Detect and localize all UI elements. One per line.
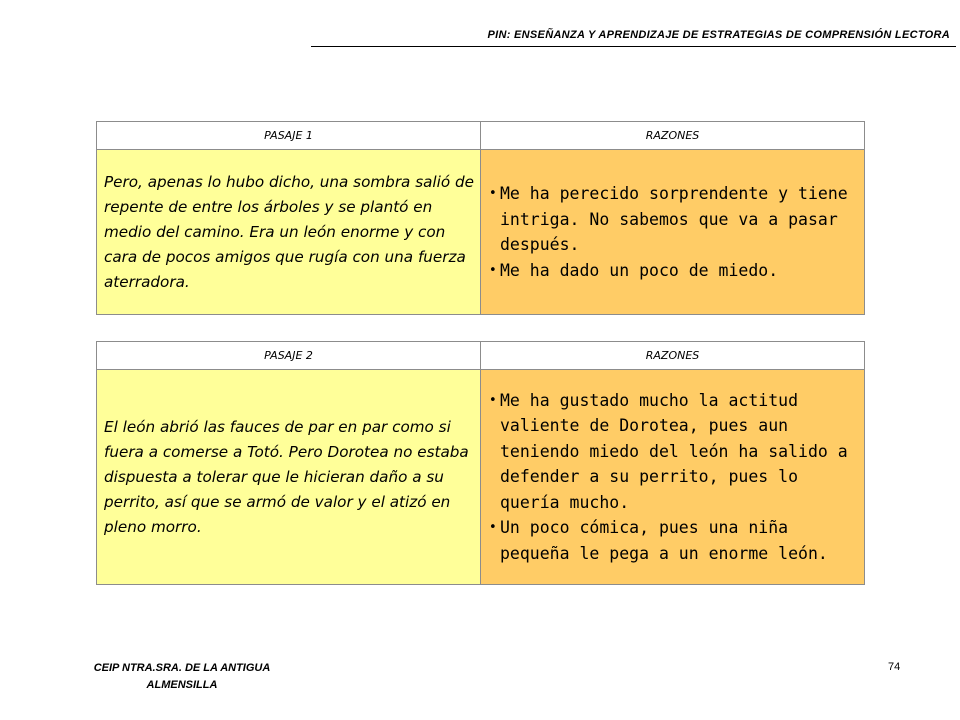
passage-column-header: PASAJE 2 (97, 342, 481, 370)
passage-table-1 (96, 121, 865, 315)
page-header-title: PIN: ENSEÑANZA Y APRENDIZAJE DE ESTRATEGIAS DE COMPRENSIÓN LECTORA (487, 29, 950, 41)
footer-school-name (62, 660, 302, 694)
footer-school-line: CEIP NTRA.SRA. DE LA ANTIGUA (93, 662, 271, 674)
table-header-row (97, 342, 865, 370)
reasons-cell (481, 370, 865, 585)
passage-column-header: PASAJE 1 (97, 122, 481, 150)
reasons-list (489, 181, 858, 283)
reason-item: • Me ha gustado mucho la actitud valiente de Dorotea, pues aun teniendo miedo del león ha salido a defender a su perrito, pues lo quería mucho. (489, 388, 858, 516)
passage-text: Pero, apenas lo hubo dicho, una sombra salió de repente de entre los árboles y se plantó en medio del camino. Era un león enorme y con cara de pocos amigos que rugía con una fuerza aterradora. (97, 150, 481, 315)
reasons-list (489, 388, 858, 567)
reason-item: • Un poco cómica, pues una niña pequeña le pega a un enorme león. (489, 515, 858, 566)
reason-item: • Me ha dado un poco de miedo. (489, 258, 858, 284)
reasons-cell (481, 150, 865, 315)
table-body-row (97, 370, 865, 585)
reason-item: • Me ha perecido sorprendente y tiene intriga. No sabemos que va a pasar después. (489, 181, 858, 258)
passage-text: El león abrió las fauces de par en par como si fuera a comerse a Totó. Pero Dorotea no estaba dispuesta a tolerar que le hicieran daño a su perrito, así que se armó de valor y el atizó en pleno morro. (97, 370, 481, 585)
reasons-column-header: RAZONES (481, 342, 865, 370)
passage-table-2 (96, 341, 865, 585)
table-header-row (97, 122, 865, 150)
reasons-column-header: RAZONES (481, 122, 865, 150)
footer-school-line: ALMENSILLA (146, 679, 218, 691)
table-body-row (97, 150, 865, 315)
page-number: 74 (888, 661, 901, 673)
header-divider (311, 46, 956, 47)
